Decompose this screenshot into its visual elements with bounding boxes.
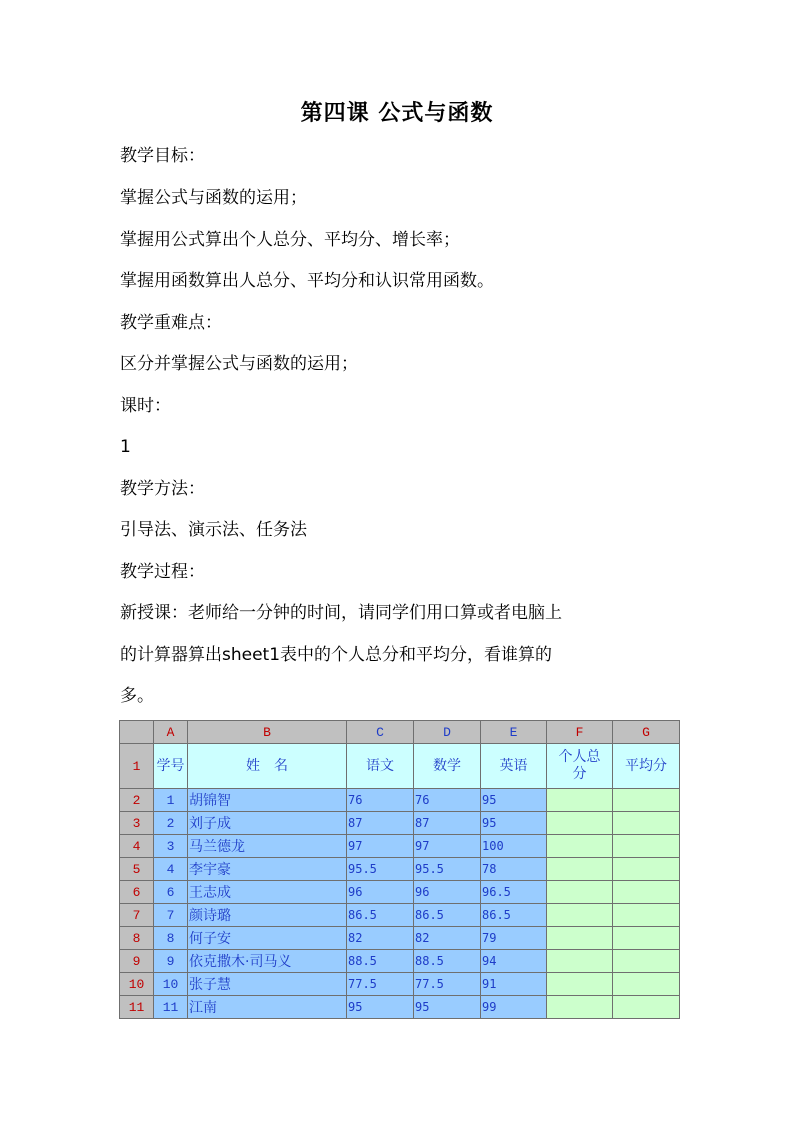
cell-student-id[interactable]: 1 xyxy=(154,789,188,812)
table-row xyxy=(120,927,680,950)
cell-average-score[interactable] xyxy=(613,812,680,835)
header-name[interactable]: 姓 名 xyxy=(188,744,347,789)
cell-average-score[interactable] xyxy=(613,927,680,950)
header-chinese[interactable]: 语文 xyxy=(347,744,414,789)
cell-average-score[interactable] xyxy=(613,881,680,904)
row-number[interactable]: 11 xyxy=(120,996,154,1019)
cell-chinese[interactable]: 96 xyxy=(347,881,414,904)
row-number[interactable]: 4 xyxy=(120,835,154,858)
table-header-row xyxy=(120,744,680,789)
cell-name[interactable]: 何子安 xyxy=(188,927,347,950)
header-total-score[interactable]: 个人总分 xyxy=(547,744,613,789)
cell-chinese[interactable]: 95.5 xyxy=(347,858,414,881)
cell-average-score[interactable] xyxy=(613,858,680,881)
cell-english[interactable]: 95 xyxy=(481,789,547,812)
text-line: 新授课：老师给一分钟的时间，请同学们用口算或者电脑上 xyxy=(120,603,562,623)
cell-student-id[interactable]: 11 xyxy=(154,996,188,1019)
cell-math[interactable]: 86.5 xyxy=(414,904,481,927)
cell-total-score[interactable] xyxy=(547,858,613,881)
header-average-score[interactable]: 平均分 xyxy=(613,744,680,789)
cell-chinese[interactable]: 86.5 xyxy=(347,904,414,927)
cell-chinese[interactable]: 76 xyxy=(347,789,414,812)
cell-total-score[interactable] xyxy=(547,904,613,927)
column-header-c[interactable]: C xyxy=(347,721,414,744)
cell-name[interactable]: 马兰德龙 xyxy=(188,835,347,858)
table-row xyxy=(120,812,680,835)
cell-english[interactable]: 94 xyxy=(481,950,547,973)
row-number[interactable]: 6 xyxy=(120,881,154,904)
header-student-id[interactable]: 学号 xyxy=(154,744,188,789)
cell-name[interactable]: 颜诗璐 xyxy=(188,904,347,927)
text-line: 掌握用公式算出个人总分、平均分、增长率； xyxy=(120,230,460,250)
column-header-d[interactable]: D xyxy=(414,721,481,744)
cell-chinese[interactable]: 88.5 xyxy=(347,950,414,973)
cell-average-score[interactable] xyxy=(613,973,680,996)
column-header-g[interactable]: G xyxy=(613,721,680,744)
score-spreadsheet xyxy=(119,720,680,1019)
header-math[interactable]: 数学 xyxy=(414,744,481,789)
cell-student-id[interactable]: 4 xyxy=(154,858,188,881)
cell-english[interactable]: 79 xyxy=(481,927,547,950)
row-number[interactable]: 2 xyxy=(120,789,154,812)
cell-average-score[interactable] xyxy=(613,904,680,927)
row-number[interactable]: 10 xyxy=(120,973,154,996)
table-row xyxy=(120,904,680,927)
column-header-f[interactable]: F xyxy=(547,721,613,744)
table-row xyxy=(120,881,680,904)
cell-math[interactable]: 76 xyxy=(414,789,481,812)
table-row xyxy=(120,973,680,996)
cell-total-score[interactable] xyxy=(547,996,613,1019)
text-line: 掌握公式与函数的运用； xyxy=(120,188,307,208)
row-number[interactable]: 7 xyxy=(120,904,154,927)
cell-total-score[interactable] xyxy=(547,789,613,812)
cell-english[interactable]: 91 xyxy=(481,973,547,996)
column-header-row xyxy=(120,721,680,744)
cell-english[interactable]: 95 xyxy=(481,812,547,835)
cell-student-id[interactable]: 3 xyxy=(154,835,188,858)
table-row xyxy=(120,789,680,812)
cell-math[interactable]: 95 xyxy=(414,996,481,1019)
text-line: 掌握用函数算出人总分、平均分和认识常用函数。 xyxy=(120,271,494,291)
cell-math[interactable]: 87 xyxy=(414,812,481,835)
table-row xyxy=(120,996,680,1019)
cell-student-id[interactable]: 2 xyxy=(154,812,188,835)
table-row xyxy=(120,858,680,881)
cell-math[interactable]: 96 xyxy=(414,881,481,904)
header-english[interactable]: 英语 xyxy=(481,744,547,789)
cell-student-id[interactable]: 7 xyxy=(154,904,188,927)
row-number[interactable]: 8 xyxy=(120,927,154,950)
table-row xyxy=(120,950,680,973)
cell-total-score[interactable] xyxy=(547,927,613,950)
row-number[interactable]: 9 xyxy=(120,950,154,973)
corner-cell xyxy=(120,721,154,744)
cell-math[interactable]: 88.5 xyxy=(414,950,481,973)
cell-total-score[interactable] xyxy=(547,835,613,858)
text-line: 教学重难点： xyxy=(120,313,222,333)
cell-name[interactable]: 依克撒木·司马义 xyxy=(188,950,347,973)
cell-total-score[interactable] xyxy=(547,973,613,996)
cell-english[interactable]: 100 xyxy=(481,835,547,858)
cell-chinese[interactable]: 95 xyxy=(347,996,414,1019)
cell-math[interactable]: 97 xyxy=(414,835,481,858)
text-line: 的计算器算出sheet1表中的个人总分和平均分，看谁算的 xyxy=(120,645,553,665)
cell-average-score[interactable] xyxy=(613,835,680,858)
cell-chinese[interactable]: 82 xyxy=(347,927,414,950)
table-row xyxy=(120,835,680,858)
text-line: 区分并掌握公式与函数的运用； xyxy=(120,354,358,374)
cell-english[interactable]: 86.5 xyxy=(481,904,547,927)
text-line: 多。 xyxy=(120,686,154,706)
cell-student-id[interactable]: 9 xyxy=(154,950,188,973)
cell-name[interactable]: 李宇豪 xyxy=(188,858,347,881)
cell-math[interactable]: 77.5 xyxy=(414,973,481,996)
cell-student-id[interactable]: 8 xyxy=(154,927,188,950)
cell-english[interactable]: 96.5 xyxy=(481,881,547,904)
cell-average-score[interactable] xyxy=(613,789,680,812)
cell-chinese[interactable]: 87 xyxy=(347,812,414,835)
cell-chinese[interactable]: 77.5 xyxy=(347,973,414,996)
cell-average-score[interactable] xyxy=(613,996,680,1019)
column-header-b[interactable]: B xyxy=(188,721,347,744)
text-line: 教学方法： xyxy=(120,479,205,499)
cell-student-id[interactable]: 10 xyxy=(154,973,188,996)
cell-name[interactable]: 胡锦智 xyxy=(188,789,347,812)
text-line: 教学目标： xyxy=(120,146,205,166)
row-number[interactable]: 3 xyxy=(120,812,154,835)
cell-math[interactable]: 82 xyxy=(414,927,481,950)
cell-name[interactable]: 江南 xyxy=(188,996,347,1019)
text-line: 课时： xyxy=(120,396,171,416)
row-number[interactable]: 5 xyxy=(120,858,154,881)
cell-total-score[interactable] xyxy=(547,812,613,835)
text-line: 1 xyxy=(120,437,131,457)
lesson-title: 第四课 公式与函数 xyxy=(300,101,494,126)
cell-math[interactable]: 95.5 xyxy=(414,858,481,881)
column-header-e[interactable]: E xyxy=(481,721,547,744)
cell-name[interactable]: 刘子成 xyxy=(188,812,347,835)
cell-chinese[interactable]: 97 xyxy=(347,835,414,858)
text-line: 引导法、演示法、任务法 xyxy=(120,520,307,540)
row-number[interactable]: 1 xyxy=(120,744,154,789)
text-line: 教学过程： xyxy=(120,562,205,582)
column-header-a[interactable]: A xyxy=(154,721,188,744)
cell-total-score[interactable] xyxy=(547,950,613,973)
cell-english[interactable]: 99 xyxy=(481,996,547,1019)
cell-name[interactable]: 王志成 xyxy=(188,881,347,904)
cell-name[interactable]: 张子慧 xyxy=(188,973,347,996)
cell-english[interactable]: 78 xyxy=(481,858,547,881)
cell-student-id[interactable]: 6 xyxy=(154,881,188,904)
cell-total-score[interactable] xyxy=(547,881,613,904)
cell-average-score[interactable] xyxy=(613,950,680,973)
